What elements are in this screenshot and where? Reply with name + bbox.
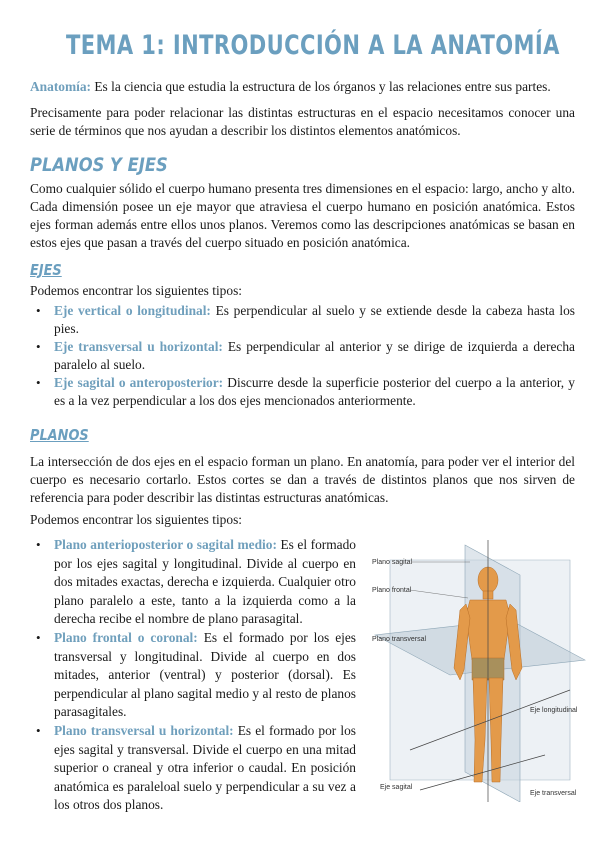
page-title: TEMA 1: INTRODUCCIÓN A LA ANATOMÍA xyxy=(66,30,560,61)
ejes-lead: Podemos encontrar los siguientes tipos: xyxy=(30,283,242,298)
list-item xyxy=(36,338,575,374)
label-plano-sagital: Plano sagital xyxy=(372,559,413,566)
list-item xyxy=(36,302,575,338)
list-item-term: Plano anterioposterior o sagital medio: xyxy=(54,537,277,552)
anatomy-definition-text: Es la ciencia que estudia la estructura de los órganos y las relaciones entre sus partes. xyxy=(94,79,551,94)
heading-planos: PLANOS xyxy=(30,426,89,444)
list-item xyxy=(36,536,356,629)
anatomy-definition xyxy=(30,78,575,96)
label-plano-frontal: Plano frontal xyxy=(372,587,412,594)
planos-paragraph: La intersección de dos ejes en el espacio forman un plano. En anatomía, para poder ver el interior del cuerpo es necesario cortarlo. Estos cortes se dan a través de distintos planos que nos sirven de referencia para poder describir las distintas estructuras anatómicas. xyxy=(30,454,575,505)
label-plano-transversal: Plano transversal xyxy=(372,636,427,643)
planos-ejes-paragraph: Como cualquier sólido el cuerpo humano presenta tres dimensiones en el espacio: largo, ancho y alto. Cada dimensión posee un eje mayor que atraviesa el cuerpo humano en posición anatómica. Estos ejes forman además entre ellos unos planos. Veremos como las descripciones anatómicas se basan en estos ejes que pasan a través del cuerpo situado en posición anatómica. xyxy=(30,181,575,250)
list-item-term: Plano frontal o coronal: xyxy=(54,629,198,645)
list-item-text: Es perpendicular al anterior y se dirige de izquierda a derecha paralelo al suelo. xyxy=(54,339,575,372)
ejes-list xyxy=(36,302,575,410)
list-item xyxy=(36,374,575,410)
list-item-term: Eje vertical o longitudinal: xyxy=(54,303,211,318)
anatomical-planes-figure xyxy=(370,540,592,802)
list-item xyxy=(36,629,356,722)
list-item-term: Plano transversal u horizontal: xyxy=(54,722,234,738)
heading-planos-ejes: PLANOS Y EJES xyxy=(30,154,168,176)
label-eje-longitudinal: Eje longitudinal xyxy=(530,707,578,714)
anatomy-term: Anatomía: xyxy=(30,79,91,94)
list-item-text: Es el formado por los ejes transversal y longitudinal. Divide al cuerpo en dos mitades, anterior (ventral) y posterior (dorsal). Es perpendicular al plano sagital medio y al resto de planos parasagitales. xyxy=(54,629,357,720)
list-item-text: Es el formado por los ejes sagital y longitudinal. Divide al cuerpo en dos mitades exactas, derecha e izquierda. Cualquier otro plano paralelo a este, tanto a la izquierda como a la derecha recibe el nombre de plano parasagital. xyxy=(54,537,356,627)
label-eje-sagital: Eje sagital xyxy=(380,784,413,791)
list-item-text: Es perpendicular al suelo y se extiende desde la cabeza hasta los pies. xyxy=(54,303,575,336)
list-item-text: Discurre desde la superficie posterior del cuerpo a la anterior, y es a la vez perpendicular a los dos ejes mencionados anteriormente. xyxy=(54,375,575,408)
list-item-text: Es el formado por los ejes sagital y transversal. Divide el cuerpo en una mitad superior o craneal y otra inferior o caudal. En posición anatómica es paraleloal suelo y perpendicular a su vez a los otros dos planos. xyxy=(54,722,356,813)
list-item xyxy=(36,722,356,815)
label-eje-transversal: Eje transversal xyxy=(530,790,577,797)
heading-ejes: EJES xyxy=(30,261,62,279)
planos-list xyxy=(36,536,356,815)
list-item-term: Eje transversal u horizontal: xyxy=(54,339,223,354)
intro-paragraph: Precisamente para poder relacionar las distintas estructuras en el espacio necesitamos conocer una serie de términos que nos ayudan a describir los distintos elementos anatómicos. xyxy=(30,105,575,138)
planos-lead: Podemos encontrar los siguientes tipos: xyxy=(30,512,242,527)
list-item-term: Eje sagital o anteroposterior: xyxy=(54,375,224,390)
